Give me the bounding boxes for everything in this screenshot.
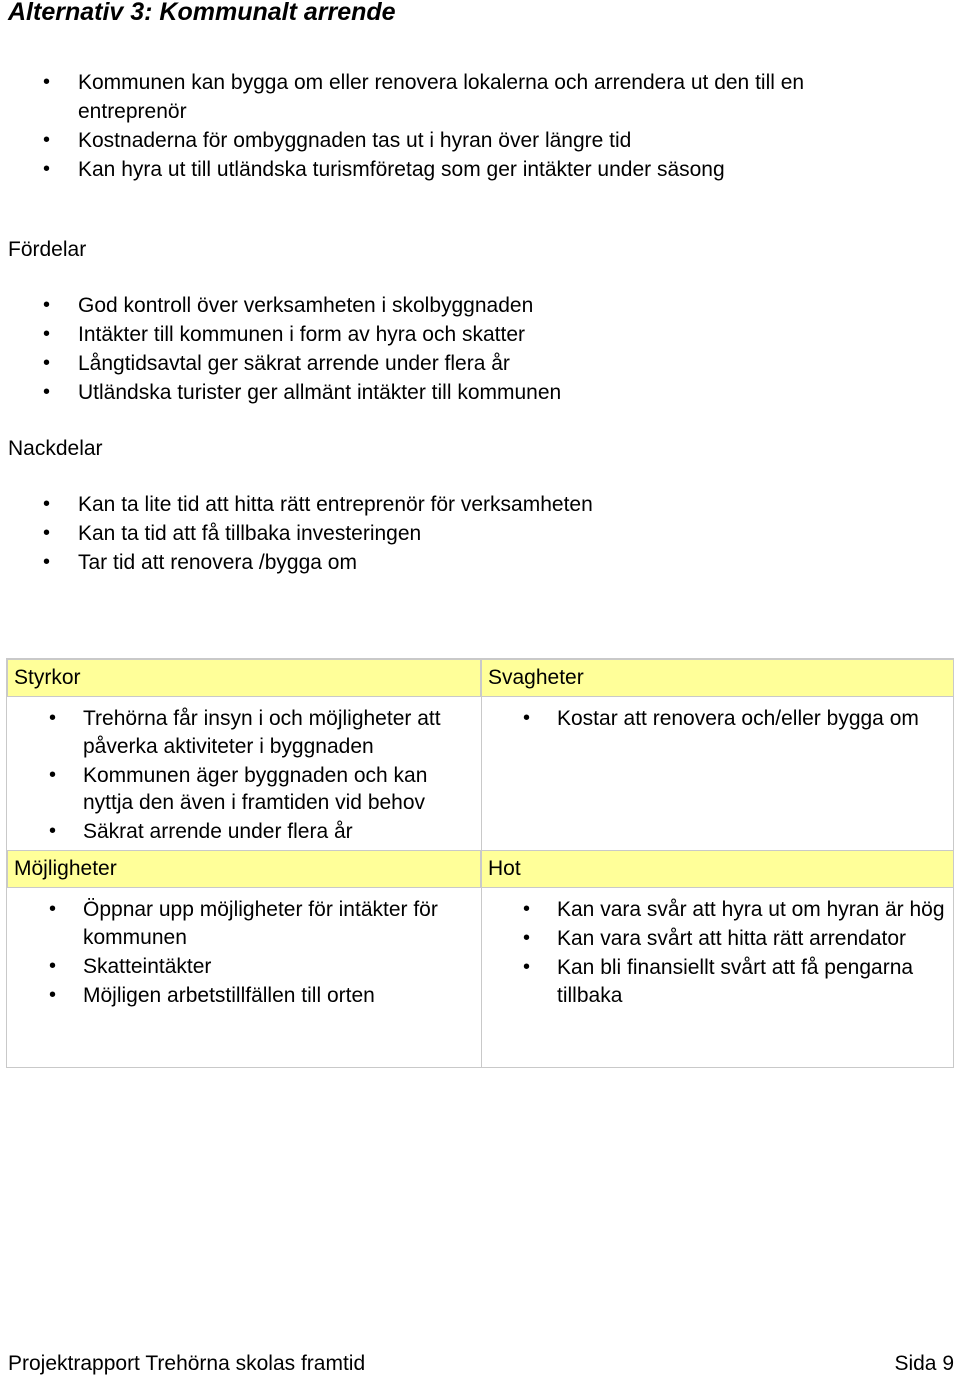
list-item: • Kommunen kan bygga om eller renovera lokalerna och arrendera ut den till en entreprenör	[0, 68, 898, 126]
list-item: • Kan ta lite tid att hitta rätt entreprenör för verksamheten	[0, 490, 920, 519]
list-item: • God kontroll över verksamheten i skolbyggnaden	[0, 291, 920, 320]
opportunities-list	[7, 896, 477, 1011]
list-item: • Tar tid att renovera /bygga om	[0, 548, 920, 577]
bullet-icon: •	[43, 129, 51, 151]
list-item: • Utländska turister ger allmänt intäkter till kommunen	[0, 378, 920, 407]
disadvantages-heading: Nackdelar	[8, 437, 103, 460]
bullet-icon: •	[43, 71, 51, 93]
bullet-icon: •	[43, 551, 51, 573]
bullet-icon: •	[49, 707, 57, 729]
swot-table	[6, 658, 954, 1068]
list-item: • Långtidsavtal ger säkrat arrende under flera år	[0, 349, 920, 378]
bullet-icon: •	[43, 323, 51, 345]
intro-list	[0, 68, 920, 184]
bullet-icon: •	[49, 954, 57, 977]
swot-header-opportunities: Möjligheter	[7, 850, 481, 888]
list-item: • Möjligen arbetstillfällen till orten	[7, 982, 477, 1010]
bullet-icon: •	[43, 381, 51, 403]
list-item: • Kan vara svår att hyra ut om hyran är hög	[481, 896, 953, 924]
list-item: • Säkrat arrende under flera år	[7, 818, 477, 846]
bullet-icon: •	[523, 707, 531, 729]
advantages-heading: Fördelar	[8, 238, 87, 261]
bullet-icon: •	[49, 820, 57, 842]
list-item: • Intäkter till kommunen i form av hyra och skatter	[0, 320, 920, 349]
bullet-icon: •	[49, 898, 57, 920]
bullet-icon: •	[43, 522, 51, 544]
disadvantages-list	[0, 490, 920, 577]
footer-report-title: Projektrapport Trehörna skolas framtid	[8, 1352, 366, 1375]
list-item: • Skatteintäkter	[7, 953, 477, 981]
page-title: Alternativ 3: Kommunalt arrende	[8, 0, 396, 26]
swot-header-weaknesses: Svagheter	[481, 659, 954, 697]
list-item: • Kan vara svårt att hitta rätt arrendator	[481, 925, 953, 953]
list-item: • Kostnaderna för ombyggnaden tas ut i hyran över längre tid	[0, 126, 920, 155]
bullet-icon: •	[523, 927, 531, 949]
swot-header-strengths: Styrkor	[7, 659, 481, 697]
bullet-icon: •	[523, 956, 531, 978]
list-item: • Kan bli finansiellt svårt att få pengarna tillbaka	[523, 956, 914, 1007]
list-item: • Kan hyra ut till utländska turismföretag som ger intäkter under säsong	[0, 155, 920, 184]
strengths-list	[7, 705, 477, 847]
bullet-icon: •	[49, 763, 57, 786]
bullet-icon: •	[49, 983, 57, 1006]
list-item: • Kostar att renovera och/eller bygga om	[481, 705, 953, 733]
threats-list	[481, 896, 953, 1011]
bullet-icon: •	[43, 158, 51, 180]
list-item: • Kommunen äger byggnaden och kan nyttja den även i framtiden vid behov	[49, 763, 428, 814]
weaknesses-list	[481, 705, 953, 734]
list-item: • Kan ta tid att få tillbaka investeringen	[0, 519, 920, 548]
advantages-list	[0, 291, 920, 407]
bullet-icon: •	[43, 294, 51, 316]
list-item: • Öppnar upp möjligheter för intäkter för kommunen	[49, 898, 438, 949]
bullet-icon: •	[523, 898, 531, 920]
bullet-icon: •	[43, 352, 51, 374]
swot-header-threats: Hot	[481, 850, 954, 888]
page-number: Sida 9	[894, 1352, 954, 1375]
list-item: • Trehörna får insyn i och möjligheter att påverka aktiviteter i byggnaden	[49, 707, 441, 758]
bullet-icon: •	[43, 493, 51, 515]
